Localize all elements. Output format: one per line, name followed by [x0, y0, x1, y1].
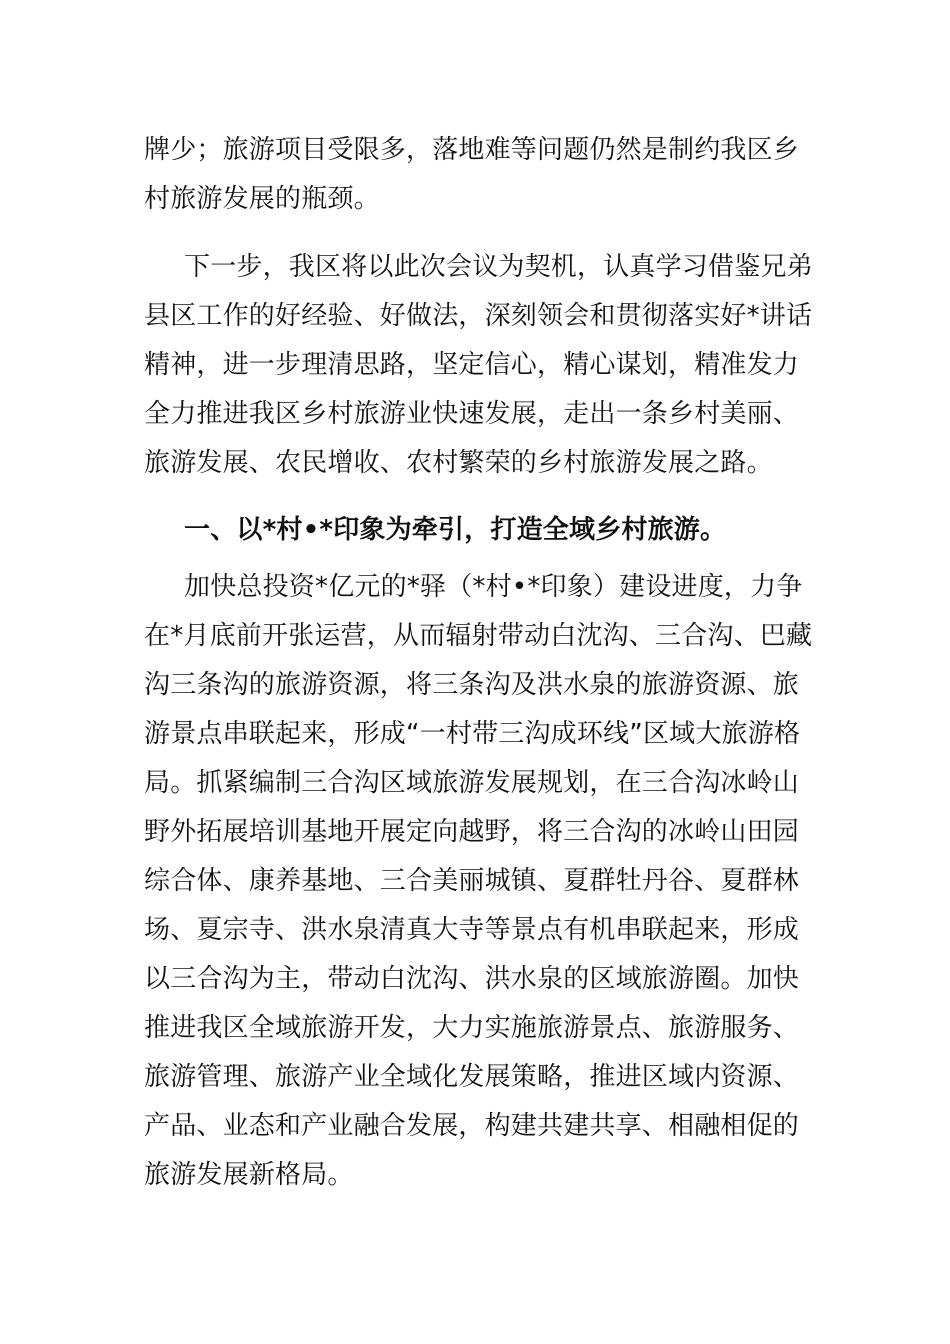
paragraph-section-body: 加快总投资*亿元的*驿（*村•*印象）建设进度，力争在*月底前开张运营，从而辐射带动白沈沟、三合沟、巴藏沟三条沟的旅游资源，将三条沟及洪水泉的旅游资源、旅游景点串联起来，形成“一村带三沟成环线”区域大旅游格局。抓紧编制三合沟区域旅游发展规划，在三合沟冰岭山野外拓展培训基地开展定向越野，将三合沟的冰岭山田园综合体、康养基地、三合美丽城镇、夏群牡丹谷、夏群林场、夏宗寺、洪水泉清真大寺等景点有机串联起来，形成以三合沟为主，带动白沈沟、洪水泉的区域旅游圈。加快推进我区全域旅游开发，大力实施旅游景点、旅游服务、旅游管理、旅游产业全域化发展策略，推进区域内资源、产品、业态和产业融合发展，构建共建共享、相融相促的旅游发展新格局。 [144, 572, 813, 1190]
section-heading: 一、以*村•*印象为牵引，打造全域乡村旅游。 [184, 515, 727, 545]
paragraph-continued: 牌少；旅游项目受限多，落地难等问题仍然是制约我区乡村旅游发展的瓶颈。 [144, 135, 800, 214]
paragraph-next-step: 下一步，我区将以此次会议为契机，认真学习借鉴兄弟县区工作的好经验、好做法，深刻领会和贯彻落实好*讲话精神，进一步理清思路，坚定信心，精心谋划，精准发力全力推进我区乡村旅游业快速发展，走出一条乡村美丽、旅游发展、农民增收、农村繁荣的乡村旅游发展之路。 [144, 252, 813, 478]
